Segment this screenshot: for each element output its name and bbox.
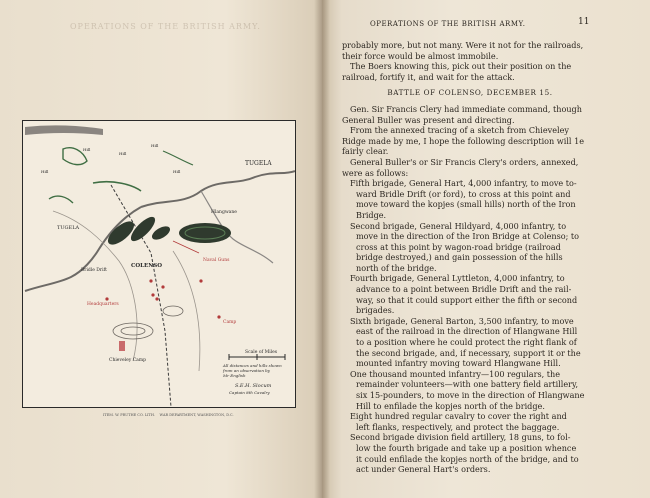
label-hill: Hill — [151, 143, 159, 148]
label-chieveley-camp: Chieveley Camp — [109, 358, 146, 363]
text-line: One thousand mounted infantry—100 regulars, the — [350, 368, 561, 379]
text-line: General Buller was present and directing. — [342, 114, 515, 125]
text-line: The Boers knowing this, pick out their position on the — [350, 61, 572, 72]
order-fourth-brigade — [342, 273, 598, 315]
hill-contour-3 — [49, 196, 73, 203]
text-line: Fourth brigade, General Lyttleton, 4,000 infantry, to — [350, 273, 565, 284]
text-line: advance to a point between Bridle Drift and the rail- — [356, 284, 572, 295]
text-line: Ridge made by me, I hope the following description will 1e — [342, 135, 585, 146]
text-line: were as follows: — [342, 167, 409, 178]
text-line: their force would be almost immobile. — [342, 50, 499, 61]
railroad-line — [111, 185, 171, 407]
left-page — [0, 0, 322, 498]
label-tugela-mid: TUGELA — [57, 225, 80, 231]
hill-lower-1 — [113, 323, 153, 339]
river-upper — [141, 171, 295, 207]
intro-paragraph-2 — [342, 61, 598, 82]
label-hill: Hill — [41, 169, 49, 174]
text-line: Second brigade division field artillery, 18 guns, to fol- — [350, 432, 571, 443]
legend-scale-label: Scale of Miles — [245, 350, 278, 355]
label-bridle-drift: Bridle Drift — [81, 268, 107, 273]
text-line: Hill to enfilade the kopjes north of the bridge. — [356, 400, 545, 411]
page-body — [342, 40, 598, 475]
label-naval-guns: Naval Guns — [203, 258, 230, 263]
troop-mark — [217, 315, 220, 318]
label-headquarters: Headquarters — [87, 302, 119, 307]
text-line: Eight hundred regular cavalry to cover the right and — [350, 411, 567, 422]
hill-lower-2 — [163, 306, 183, 316]
troop-mark — [161, 285, 164, 288]
text-line: way, so that it could support either the fifth or second — [356, 294, 578, 305]
map-signature: S.E.H. Slocum — [235, 383, 272, 389]
order-mounted-infantry — [342, 369, 598, 411]
text-line: mounted infantry moving toward Hlangwane Hill. — [356, 358, 561, 369]
hill-lower-1-inner — [121, 327, 145, 335]
section-heading: BATTLE OF COLENSO, DECEMBER 15. — [387, 88, 553, 98]
map-footer — [103, 413, 303, 417]
legend-line: Mr English — [223, 373, 246, 378]
label-camp: Camp — [223, 320, 237, 325]
text-line: brigades. — [356, 305, 395, 316]
label-hlangwane: Hlangwane — [211, 210, 237, 215]
text-line: General Buller's or Sir Francis Clery's orders, annexed, — [350, 156, 579, 167]
text-line: move toward the kopjes (small hills) north of the Iron — [356, 199, 576, 210]
text-line: From the annexed tracing of a sketch from Chieveley — [350, 125, 569, 136]
text-line: fairly clear. — [342, 146, 389, 157]
order-cavalry — [342, 411, 598, 432]
text-line: ward Bridle Drift (or ford), to cross at this point and — [356, 188, 571, 199]
running-head: OPERATIONS OF THE BRITISH ARMY. — [370, 20, 526, 28]
text-line: Second brigade, General Hildyard, 4,000 infantry, to — [350, 220, 567, 231]
text-line: it could enfilade the kopjes north of the bridge, and to — [356, 453, 579, 464]
kopje-hlangwane — [179, 223, 231, 243]
text-line: railroad, fortify it, and wait for the attack. — [342, 71, 515, 82]
naval-guns-line — [173, 241, 199, 253]
intro-paragraph — [342, 40, 598, 61]
text-line: Fifth brigade, General Hart, 4,000 infantry, to move to- — [350, 178, 577, 189]
map-footer-left: ITEM. W. PRUTHE CO. LITH. — [103, 413, 156, 417]
paragraph-tracing — [342, 125, 598, 157]
text-line: east of the railroad in the direction of Hlangwane Hill — [356, 326, 578, 337]
order-second-brigade — [342, 221, 598, 274]
label-tugela-top: TUGELA — [245, 160, 272, 167]
paragraph-command — [342, 104, 598, 125]
text-line: Sixth brigade, General Barton, 3,500 infantry, to move — [350, 315, 574, 326]
map-footer-right: WAR DEPARTMENT, WASHINGTON, D.C. — [159, 413, 234, 417]
legend-line: from an observation by — [223, 368, 271, 373]
book-gutter — [314, 0, 330, 498]
kopje-3 — [150, 224, 172, 243]
text-line: six 15-pounders, to move in the direction of Hlangwane — [356, 390, 585, 400]
troop-mark — [155, 297, 158, 300]
text-line: probably more, but not many. Were it not for the railroads, — [342, 40, 584, 50]
text-line: bridge destroyed,) and gain possession of the hills — [356, 252, 563, 263]
order-sixth-brigade — [342, 316, 598, 369]
legend-line: All distances and hills shown — [223, 363, 282, 368]
text-line: act under General Hart's orders. — [356, 464, 491, 475]
page-number: 11 — [578, 17, 590, 27]
hill-contour-2 — [93, 182, 141, 191]
text-line: left flanks, respectively, and protect the baggage. — [356, 421, 560, 432]
river-lower — [25, 207, 141, 291]
text-line: the second brigade, and, if necessary, support it or the — [356, 347, 581, 358]
text-line: Gen. Sir Francis Clery had immediate command, though — [350, 103, 582, 114]
map-signature-title: Captain 8th Cavalry — [229, 390, 270, 395]
orders-list — [342, 178, 598, 475]
order-field-artillery — [342, 432, 598, 474]
label-colenso: COLENSO — [131, 263, 163, 269]
troop-mark — [199, 279, 202, 282]
camp-mark — [119, 341, 125, 351]
label-hill: Hill — [173, 169, 181, 174]
troop-mark — [151, 293, 154, 296]
troop-mark — [149, 279, 152, 282]
text-line: move in the direction of the Iron Bridge at Colenso; to — [356, 231, 580, 242]
text-line: to a position where he could protect the right flank of — [356, 337, 577, 348]
troop-mark — [105, 297, 108, 300]
text-line: north of the bridge. — [356, 262, 437, 273]
paragraph-orders — [342, 157, 598, 178]
map-top-band — [25, 125, 103, 135]
text-line: low the fourth brigade and take up a position whence — [356, 442, 577, 453]
hill-contour-4 — [163, 151, 193, 165]
label-hill: Hill — [83, 147, 91, 152]
bleed-through-text: OPERATIONS OF THE BRITISH ARMY. — [70, 22, 261, 31]
text-line: remainder volunteers—with one battery field artillery, — [356, 379, 579, 390]
order-fifth-brigade — [342, 178, 598, 220]
map-drawing — [23, 121, 295, 407]
label-hill: Hill — [119, 151, 127, 156]
text-line: Bridge. — [356, 209, 387, 220]
road-east — [173, 251, 200, 371]
text-line: cross at this point by wagon-road bridge (railroad — [356, 241, 561, 252]
battle-map — [22, 120, 296, 417]
